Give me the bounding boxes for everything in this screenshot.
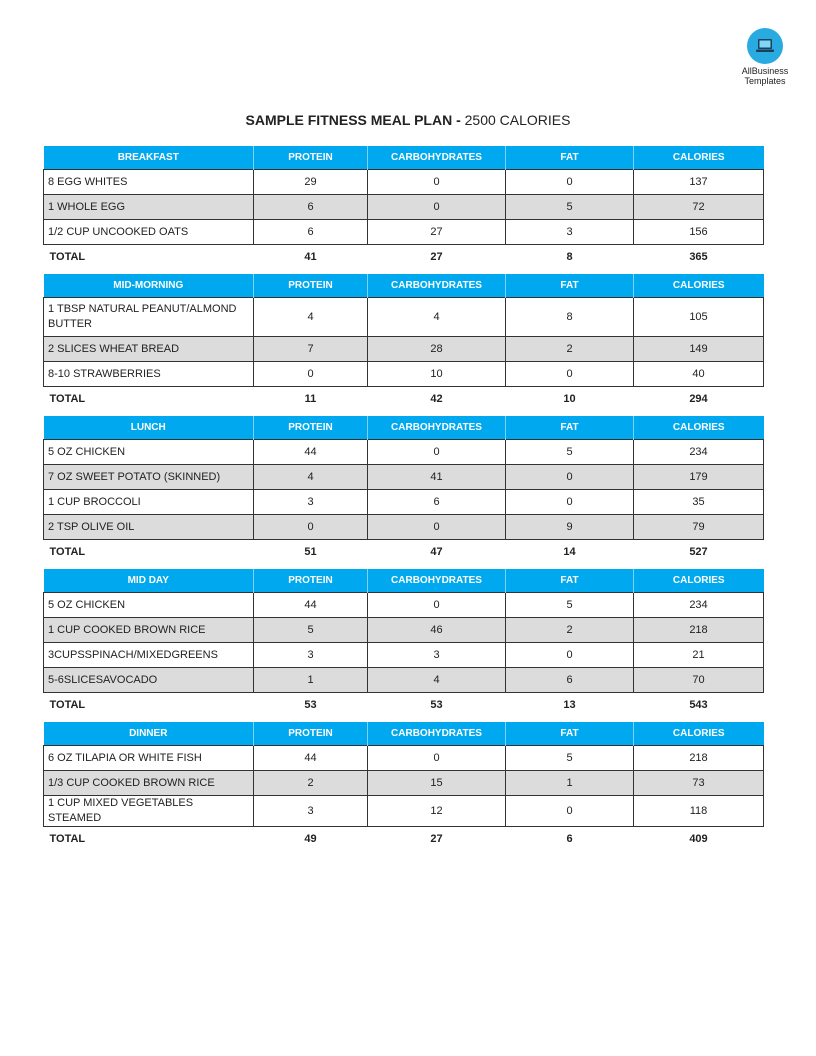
total-calories: 365	[634, 245, 764, 270]
fat-cell: 0	[506, 465, 634, 490]
calories-cell: 118	[634, 796, 764, 827]
carbs-cell: 41	[368, 465, 506, 490]
fat-cell: 5	[506, 746, 634, 771]
food-cell: 2 TSP OLIVE OIL	[44, 515, 254, 540]
food-cell: 5 OZ CHICKEN	[44, 593, 254, 618]
food-cell: 7 OZ SWEET POTATO (SKINNED)	[44, 465, 254, 490]
column-header: FAT	[506, 146, 634, 170]
meal-header-row	[44, 274, 764, 298]
total-fat: 10	[506, 387, 634, 412]
table-row	[44, 170, 764, 195]
page-title	[0, 112, 816, 128]
food-cell: 3CUPSSPINACH/MIXEDGREENS	[44, 643, 254, 668]
protein-cell: 1	[254, 668, 368, 693]
protein-cell: 2	[254, 771, 368, 796]
fat-cell: 2	[506, 337, 634, 362]
protein-cell: 4	[254, 465, 368, 490]
carbs-cell: 6	[368, 490, 506, 515]
protein-cell: 44	[254, 593, 368, 618]
total-fat: 8	[506, 245, 634, 270]
column-header: CALORIES	[634, 146, 764, 170]
total-row	[44, 693, 764, 718]
food-cell: 1/2 CUP UNCOOKED OATS	[44, 220, 254, 245]
total-fat: 6	[506, 827, 634, 852]
table-row	[44, 220, 764, 245]
total-calories: 294	[634, 387, 764, 412]
column-header: CALORIES	[634, 569, 764, 593]
total-label: TOTAL	[44, 387, 254, 412]
calories-cell: 149	[634, 337, 764, 362]
protein-cell: 44	[254, 440, 368, 465]
calories-cell: 79	[634, 515, 764, 540]
calories-cell: 73	[634, 771, 764, 796]
meal-name: DINNER	[44, 722, 254, 746]
protein-cell: 3	[254, 490, 368, 515]
carbs-cell: 4	[368, 298, 506, 337]
calories-cell: 234	[634, 593, 764, 618]
table-row	[44, 337, 764, 362]
table-row	[44, 643, 764, 668]
total-carbs: 27	[368, 827, 506, 852]
protein-cell: 7	[254, 337, 368, 362]
calories-cell: 218	[634, 746, 764, 771]
total-row	[44, 827, 764, 852]
food-cell: 8-10 STRAWBERRIES	[44, 362, 254, 387]
protein-cell: 0	[254, 515, 368, 540]
carbs-cell: 10	[368, 362, 506, 387]
column-header: PROTEIN	[254, 274, 368, 298]
table-row	[44, 465, 764, 490]
meal-header-row	[44, 722, 764, 746]
table-row	[44, 746, 764, 771]
fat-cell: 5	[506, 440, 634, 465]
calories-cell: 70	[634, 668, 764, 693]
meal-header-row	[44, 146, 764, 170]
food-cell: 6 OZ TILAPIA OR WHITE FISH	[44, 746, 254, 771]
column-header: FAT	[506, 416, 634, 440]
protein-cell: 3	[254, 796, 368, 827]
carbs-cell: 4	[368, 668, 506, 693]
logo-line-1: AllBusiness	[741, 66, 789, 76]
fat-cell: 0	[506, 643, 634, 668]
table-row	[44, 771, 764, 796]
food-cell: 1/3 CUP COOKED BROWN RICE	[44, 771, 254, 796]
table-row	[44, 668, 764, 693]
carbs-cell: 12	[368, 796, 506, 827]
table-row	[44, 362, 764, 387]
column-header: CALORIES	[634, 274, 764, 298]
carbs-cell: 3	[368, 643, 506, 668]
meal-table	[43, 146, 764, 269]
food-cell: 1 TBSP NATURAL PEANUT/ALMOND BUTTER	[44, 298, 254, 337]
total-fat: 14	[506, 540, 634, 565]
meal-name: BREAKFAST	[44, 146, 254, 170]
meal-table	[43, 722, 764, 851]
fat-cell: 0	[506, 362, 634, 387]
protein-cell: 0	[254, 362, 368, 387]
food-cell: 8 EGG WHITES	[44, 170, 254, 195]
table-row	[44, 490, 764, 515]
total-carbs: 47	[368, 540, 506, 565]
fat-cell: 0	[506, 170, 634, 195]
carbs-cell: 0	[368, 195, 506, 220]
fat-cell: 6	[506, 668, 634, 693]
calories-cell: 35	[634, 490, 764, 515]
table-row	[44, 618, 764, 643]
title-bold: SAMPLE FITNESS MEAL PLAN -	[245, 112, 465, 128]
carbs-cell: 0	[368, 170, 506, 195]
fat-cell: 5	[506, 593, 634, 618]
meal-table	[43, 569, 764, 717]
column-header: CARBOHYDRATES	[368, 274, 506, 298]
fat-cell: 5	[506, 195, 634, 220]
calories-cell: 40	[634, 362, 764, 387]
column-header: FAT	[506, 722, 634, 746]
column-header: CARBOHYDRATES	[368, 146, 506, 170]
carbs-cell: 0	[368, 593, 506, 618]
fat-cell: 0	[506, 490, 634, 515]
food-cell: 1 CUP COOKED BROWN RICE	[44, 618, 254, 643]
protein-cell: 3	[254, 643, 368, 668]
total-row	[44, 540, 764, 565]
column-header: PROTEIN	[254, 569, 368, 593]
total-row	[44, 387, 764, 412]
calories-cell: 72	[634, 195, 764, 220]
carbs-cell: 0	[368, 440, 506, 465]
calories-cell: 218	[634, 618, 764, 643]
carbs-cell: 27	[368, 220, 506, 245]
table-row	[44, 298, 764, 337]
carbs-cell: 15	[368, 771, 506, 796]
total-protein: 11	[254, 387, 368, 412]
column-header: PROTEIN	[254, 146, 368, 170]
meal-plan	[43, 146, 763, 856]
total-protein: 53	[254, 693, 368, 718]
fat-cell: 3	[506, 220, 634, 245]
protein-cell: 4	[254, 298, 368, 337]
meal-table	[43, 416, 764, 564]
total-protein: 41	[254, 245, 368, 270]
carbs-cell: 0	[368, 515, 506, 540]
fat-cell: 2	[506, 618, 634, 643]
calories-cell: 105	[634, 298, 764, 337]
table-row	[44, 195, 764, 220]
total-carbs: 53	[368, 693, 506, 718]
column-header: CARBOHYDRATES	[368, 416, 506, 440]
fat-cell: 8	[506, 298, 634, 337]
column-header: CARBOHYDRATES	[368, 722, 506, 746]
food-cell: 2 SLICES WHEAT BREAD	[44, 337, 254, 362]
total-carbs: 42	[368, 387, 506, 412]
meal-header-row	[44, 569, 764, 593]
protein-cell: 5	[254, 618, 368, 643]
carbs-cell: 28	[368, 337, 506, 362]
fat-cell: 0	[506, 796, 634, 827]
total-calories: 543	[634, 693, 764, 718]
column-header: CALORIES	[634, 416, 764, 440]
total-label: TOTAL	[44, 827, 254, 852]
food-cell: 5 OZ CHICKEN	[44, 440, 254, 465]
table-row	[44, 440, 764, 465]
total-calories: 527	[634, 540, 764, 565]
column-header: FAT	[506, 274, 634, 298]
protein-cell: 6	[254, 195, 368, 220]
title-rest: 2500 CALORIES	[464, 112, 571, 128]
meal-name: MID DAY	[44, 569, 254, 593]
food-cell: 1 CUP BROCCOLI	[44, 490, 254, 515]
total-protein: 49	[254, 827, 368, 852]
column-header: FAT	[506, 569, 634, 593]
total-protein: 51	[254, 540, 368, 565]
column-header: CARBOHYDRATES	[368, 569, 506, 593]
calories-cell: 179	[634, 465, 764, 490]
total-label: TOTAL	[44, 540, 254, 565]
meal-table	[43, 274, 764, 411]
carbs-cell: 46	[368, 618, 506, 643]
protein-cell: 6	[254, 220, 368, 245]
meal-name: LUNCH	[44, 416, 254, 440]
food-cell: 5-6SLICESAVOCADO	[44, 668, 254, 693]
total-calories: 409	[634, 827, 764, 852]
food-cell: 1 CUP MIXED VEGETABLES STEAMED	[44, 796, 254, 827]
logo-text	[733, 66, 797, 86]
protein-cell: 29	[254, 170, 368, 195]
total-label: TOTAL	[44, 245, 254, 270]
column-header: PROTEIN	[254, 722, 368, 746]
meal-header-row	[44, 416, 764, 440]
protein-cell: 44	[254, 746, 368, 771]
logo-line-2: Templates	[744, 76, 786, 86]
table-row	[44, 593, 764, 618]
calories-cell: 234	[634, 440, 764, 465]
total-label: TOTAL	[44, 693, 254, 718]
column-header: CALORIES	[634, 722, 764, 746]
allbusiness-logo	[733, 28, 797, 86]
carbs-cell: 0	[368, 746, 506, 771]
meal-name: MID-MORNING	[44, 274, 254, 298]
food-cell: 1 WHOLE EGG	[44, 195, 254, 220]
table-row	[44, 515, 764, 540]
calories-cell: 156	[634, 220, 764, 245]
table-row	[44, 796, 764, 827]
fat-cell: 9	[506, 515, 634, 540]
laptop-icon	[747, 28, 783, 64]
column-header: PROTEIN	[254, 416, 368, 440]
total-row	[44, 245, 764, 270]
fat-cell: 1	[506, 771, 634, 796]
total-fat: 13	[506, 693, 634, 718]
calories-cell: 21	[634, 643, 764, 668]
calories-cell: 137	[634, 170, 764, 195]
total-carbs: 27	[368, 245, 506, 270]
